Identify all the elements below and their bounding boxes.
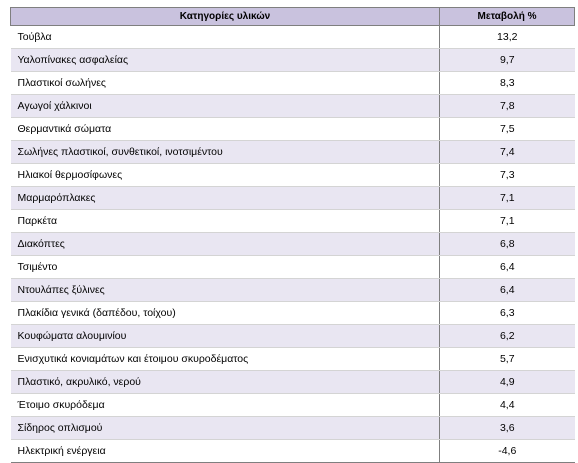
category-cell: Έτοιμο σκυρόδεμα (11, 394, 440, 417)
change-cell: 7,5 (440, 118, 575, 141)
change-cell: 7,8 (440, 95, 575, 118)
category-cell: Τσιμέντο (11, 256, 440, 279)
table-row (11, 279, 575, 302)
header-category: Κατηγορίες υλικών (11, 8, 440, 26)
category-cell: Ηλιακοί θερμοσίφωνες (11, 164, 440, 187)
change-cell: 6,2 (440, 325, 575, 348)
change-cell: 5,7 (440, 348, 575, 371)
table-row (11, 72, 575, 95)
change-cell: 7,1 (440, 210, 575, 233)
category-cell: Πλαστικοί σωλήνες (11, 72, 440, 95)
table-row (11, 256, 575, 279)
category-cell: Σωλήνες πλαστικοί, συνθετικοί, ινοτσιμέντου (11, 141, 440, 164)
change-cell: 6,4 (440, 256, 575, 279)
materials-table-container (10, 7, 574, 463)
table-row (11, 26, 575, 49)
table-row (11, 141, 575, 164)
table-row (11, 233, 575, 256)
category-cell: Αγωγοί χάλκινοι (11, 95, 440, 118)
table-row (11, 187, 575, 210)
materials-price-change-table (10, 7, 575, 463)
table-row (11, 417, 575, 440)
table-row (11, 210, 575, 233)
category-cell: Κουφώματα αλουμινίου (11, 325, 440, 348)
category-cell: Ηλεκτρική ενέργεια (11, 440, 440, 463)
category-cell: Ενισχυτικά κονιαμάτων και έτοιμου σκυροδέματος (11, 348, 440, 371)
category-cell: Παρκέτα (11, 210, 440, 233)
category-cell: Πλαστικό, ακρυλικό, νερού (11, 371, 440, 394)
table-row (11, 371, 575, 394)
change-cell: 3,6 (440, 417, 575, 440)
table-row (11, 440, 575, 463)
change-cell: 7,4 (440, 141, 575, 164)
change-cell: 4,4 (440, 394, 575, 417)
change-cell: 4,9 (440, 371, 575, 394)
table-row (11, 49, 575, 72)
category-cell: Θερμαντικά σώματα (11, 118, 440, 141)
change-cell: 7,3 (440, 164, 575, 187)
header-change: Μεταβολή % (440, 8, 575, 26)
change-cell: 8,3 (440, 72, 575, 95)
table-row (11, 325, 575, 348)
category-cell: Σίδηρος οπλισμού (11, 417, 440, 440)
table-row (11, 95, 575, 118)
table-row (11, 302, 575, 325)
table-header-row (11, 8, 575, 26)
change-cell: 7,1 (440, 187, 575, 210)
table-row (11, 348, 575, 371)
category-cell: Υαλοπίνακες ασφαλείας (11, 49, 440, 72)
category-cell: Τούβλα (11, 26, 440, 49)
table-body (11, 26, 575, 463)
table-row (11, 394, 575, 417)
change-cell: 6,3 (440, 302, 575, 325)
change-cell: 6,8 (440, 233, 575, 256)
change-cell: 13,2 (440, 26, 575, 49)
table-row (11, 164, 575, 187)
change-cell: -4,6 (440, 440, 575, 463)
category-cell: Μαρμαρόπλακες (11, 187, 440, 210)
change-cell: 6,4 (440, 279, 575, 302)
category-cell: Διακόπτες (11, 233, 440, 256)
category-cell: Ντουλάπες ξύλινες (11, 279, 440, 302)
category-cell: Πλακίδια γενικά (δαπέδου, τοίχου) (11, 302, 440, 325)
table-row (11, 118, 575, 141)
change-cell: 9,7 (440, 49, 575, 72)
